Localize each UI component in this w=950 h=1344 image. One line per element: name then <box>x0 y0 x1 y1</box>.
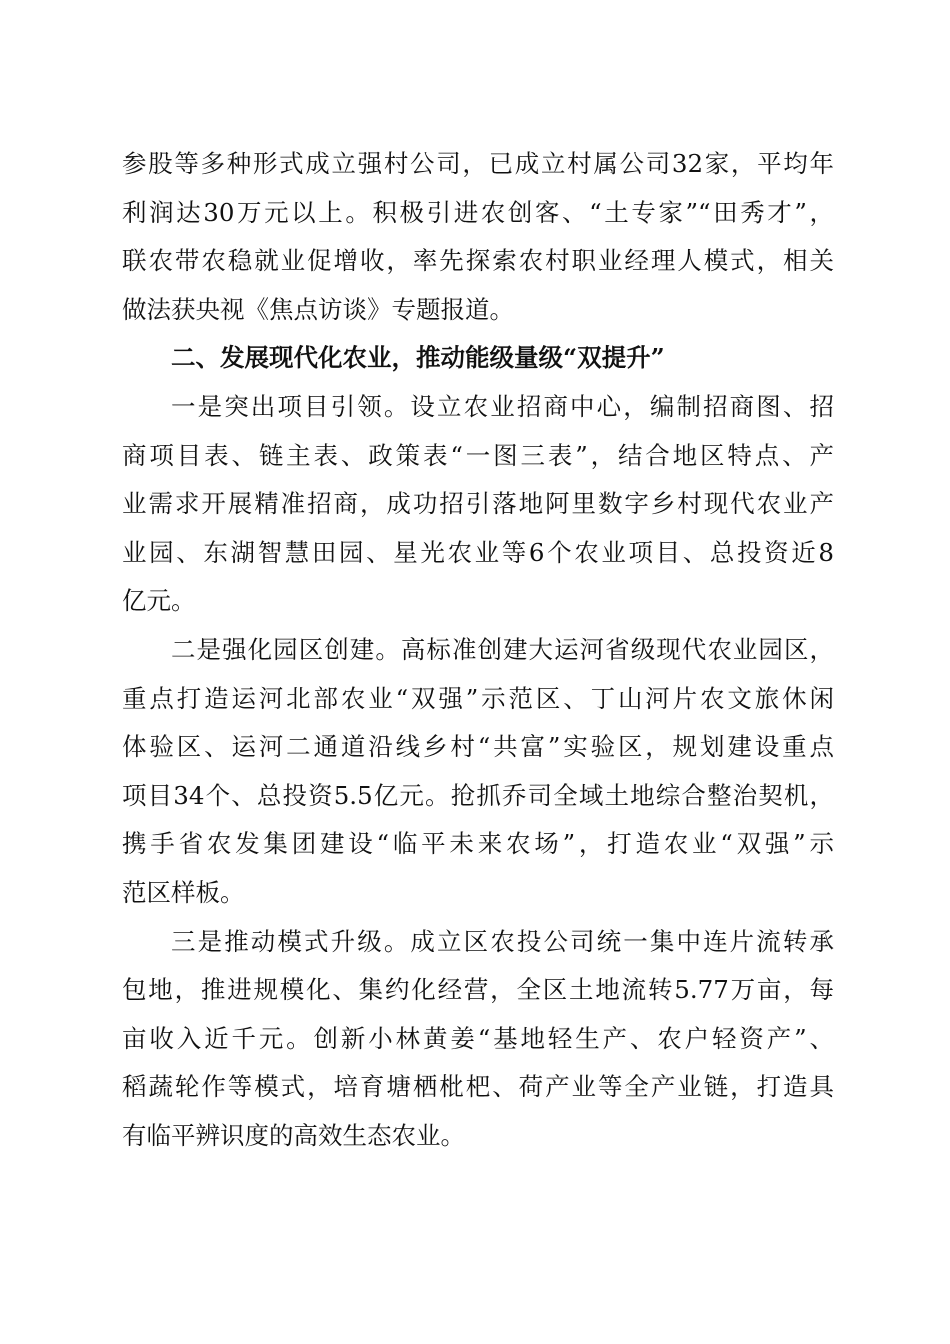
paragraph-line: 商项目表、链主表、政策表“一图三表”，结合地区特点、产 <box>122 440 834 470</box>
paragraph-line: 项目34个、总投资5.5亿元。抢抓乔司全域土地综合整治契机， <box>122 780 834 810</box>
paragraph-line: 利润达30万元以上。积极引进农创客、“土专家”“田秀才”， <box>122 197 834 227</box>
paragraph-line: 参股等多种形式成立强村公司，已成立村属公司32家，平均年 <box>122 149 834 178</box>
paragraph-line: 业园、东湖智慧田园、星光农业等6个农业项目、总投资近8 <box>122 537 834 567</box>
paragraph-line: 携手省农发集团建设“临平未来农场”，打造农业“双强”示 <box>122 829 834 859</box>
paragraph-line: 三是推动模式升级。成立区农投公司统一集中连片流转承 <box>171 926 834 956</box>
paragraph-line: 有临平辨识度的高效生态农业。 <box>122 1120 465 1150</box>
paragraph-line: 做法获央视《焦点访谈》专题报道。 <box>122 294 514 324</box>
paragraph-line: 亩收入近千元。创新小林黄姜“基地轻生产、农户轻资产”、 <box>122 1023 834 1053</box>
section-heading: 二、发展现代化农业，推动能级量级“双提升” <box>171 343 665 373</box>
paragraph-line: 范区样板。 <box>122 877 245 907</box>
paragraph-line: 联农带农稳就业促增收，率先探索农村职业经理人模式，相关 <box>122 246 834 276</box>
paragraph-line: 一是突出项目引领。设立农业招商中心，编制招商图、招 <box>171 391 834 421</box>
paragraph-line: 体验区、运河二通道沿线乡村“共富”实验区，规划建设重点 <box>122 732 834 762</box>
paragraph-line: 业需求开展精准招商，成功招引落地阿里数字乡村现代农业产 <box>122 489 834 519</box>
paragraph-line: 亿元。 <box>122 586 196 616</box>
paragraph-line: 稻蔬轮作等模式，培育塘栖枇杷、荷产业等全产业链，打造具 <box>122 1072 834 1102</box>
paragraph-line: 二是强化园区创建。高标准创建大运河省级现代农业园区， <box>171 634 834 664</box>
paragraph-line: 重点打造运河北部农业“双强”示范区、丁山河片农文旅休闲 <box>122 683 834 713</box>
document-body <box>122 140 834 1160</box>
paragraph-line: 包地，推进规模化、集约化经营，全区土地流转5.77万亩，每 <box>122 975 834 1005</box>
